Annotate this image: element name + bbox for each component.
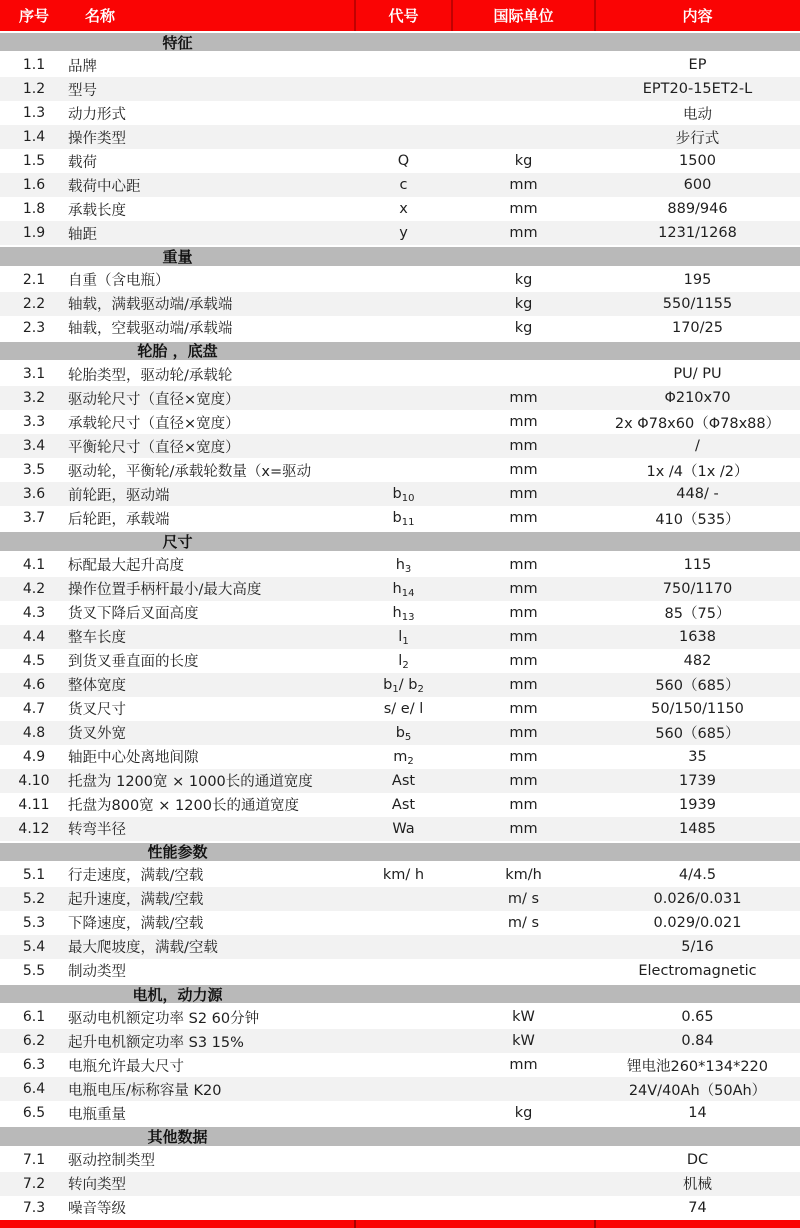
cell-value: 170/25	[671, 319, 723, 336]
cell-value: DC	[686, 1151, 709, 1168]
table-row	[0, 1005, 800, 1029]
section-title: 特征	[162, 33, 193, 52]
cell-no: 2.1	[22, 271, 46, 288]
cell-name: 电瓶允许最大尺寸	[68, 1058, 184, 1075]
cell-unit: mm	[509, 462, 538, 479]
section-header-bar	[0, 247, 800, 265]
cell-unit: km/h	[505, 866, 542, 883]
footer-column-divider	[594, 1220, 596, 1228]
table-row	[0, 173, 800, 197]
cell-no: 7.2	[22, 1175, 46, 1192]
cell-value: 24V/40Ah（50Ah）	[628, 1082, 767, 1099]
table-row	[0, 434, 800, 458]
section-title: 重量	[162, 248, 193, 267]
table-row	[0, 721, 800, 745]
cell-name: 后轮距，承载端	[68, 511, 170, 528]
cell-name: 轴距	[68, 226, 97, 243]
cell-no: 1.9	[22, 225, 46, 242]
table-row	[0, 769, 800, 793]
section-title: 性能参数	[147, 843, 208, 862]
cell-name: 货叉尺寸	[68, 702, 126, 719]
cell-no: 5.3	[22, 914, 46, 931]
cell-unit: kg	[514, 295, 533, 312]
cell-name: 轴距中心处离地间隙	[68, 750, 199, 767]
cell-unit: mm	[509, 604, 538, 621]
col-header-name: 名称	[85, 7, 116, 25]
cell-symbol: Wa	[392, 820, 415, 837]
cell-no: 4.3	[22, 604, 46, 621]
cell-no: 6.3	[22, 1057, 46, 1074]
cell-value: 0.029/0.021	[653, 914, 742, 931]
cell-value: 889/946	[667, 201, 728, 218]
cell-value: 1638	[679, 628, 716, 645]
cell-value: 550/1155	[662, 295, 733, 312]
table-header-row	[0, 0, 800, 31]
cell-unit: kg	[514, 271, 533, 288]
cell-no: 5.2	[22, 890, 46, 907]
table-row	[0, 601, 800, 625]
col-header-symbol: 代号	[388, 7, 419, 25]
section-header-bar	[0, 33, 800, 51]
section-header-bar	[0, 843, 800, 861]
footer-column-divider	[354, 1220, 356, 1228]
col-header-value: 内容	[682, 7, 713, 25]
cell-name: 前轮距，驱动端	[68, 487, 170, 504]
cell-value: 410（535）	[655, 511, 740, 528]
cell-unit: mm	[509, 700, 538, 717]
table-row	[0, 125, 800, 149]
cell-unit: mm	[509, 724, 538, 741]
cell-name: 下降速度，满载/空载	[68, 916, 204, 933]
cell-name: 转弯半径	[68, 822, 126, 839]
cell-value: EPT20-15ET2-L	[642, 81, 753, 98]
table-row	[0, 697, 800, 721]
cell-name: 动力形式	[68, 106, 126, 123]
section-header-bar	[0, 532, 800, 550]
table-row	[0, 625, 800, 649]
cell-unit: mm	[509, 628, 538, 645]
cell-value: EP	[688, 57, 707, 74]
header-column-divider	[451, 0, 453, 31]
cell-name: 载荷中心距	[68, 178, 141, 195]
section-header-bar	[0, 1127, 800, 1145]
col-header-unit: 国际单位	[493, 7, 554, 25]
cell-no: 7.1	[22, 1151, 46, 1168]
table-row	[0, 506, 800, 530]
cell-value: 1739	[679, 772, 716, 789]
section-header-bar	[0, 342, 800, 360]
cell-symbol: $h_{14}$	[392, 580, 415, 599]
footer-bar	[0, 1220, 800, 1228]
cell-no: 2.3	[22, 319, 46, 336]
section-title: 轮胎 ，底盘	[137, 342, 218, 361]
cell-symbol: s/ e/ l	[383, 700, 424, 717]
cell-name: 自重（含电瓶）	[68, 273, 170, 290]
cell-name: 最大爬坡度，满载/空载	[68, 940, 218, 957]
cell-value: 锂电池260*134*220	[626, 1058, 769, 1075]
cell-unit: mm	[509, 486, 538, 503]
cell-no: 4.11	[18, 796, 50, 813]
cell-name: 轴载，满载驱动端/承载端	[68, 297, 233, 314]
cell-value: 4/4.5	[678, 866, 717, 883]
cell-no: 5.1	[22, 866, 46, 883]
cell-symbol: Q	[397, 153, 410, 170]
cell-value: 35	[688, 748, 707, 765]
cell-name: 品牌	[68, 58, 97, 75]
cell-name: 行走速度，满载/空载	[68, 868, 204, 885]
cell-unit: mm	[509, 225, 538, 242]
cell-unit: kW	[512, 1009, 535, 1026]
cell-no: 6.5	[22, 1105, 46, 1122]
cell-value: 2x Φ78x60（Φ78x88）	[614, 415, 781, 432]
cell-name: 起升速度，满载/空载	[68, 892, 204, 909]
section-title: 电机，动力源	[132, 985, 223, 1004]
table-row	[0, 577, 800, 601]
cell-name: 货叉下降后叉面高度	[68, 606, 199, 623]
cell-name: 货叉外宽	[68, 726, 126, 743]
cell-no: 4.6	[22, 676, 46, 693]
table-row	[0, 673, 800, 697]
cell-name: 制动类型	[68, 964, 126, 981]
cell-value: Electromagnetic	[638, 962, 757, 979]
cell-name: 转向类型	[68, 1177, 126, 1194]
cell-symbol: Ast	[391, 796, 416, 813]
cell-name: 驱动轮尺寸（直径×宽度）	[68, 391, 240, 408]
cell-symbol: $l_1$	[398, 628, 409, 647]
cell-name: 操作类型	[68, 130, 126, 147]
cell-name: 轴载，空载驱动端/承载端	[68, 321, 233, 338]
cell-symbol: c	[399, 177, 408, 194]
table-row	[0, 1172, 800, 1196]
cell-value: 0.84	[681, 1033, 714, 1050]
cell-no: 1.8	[22, 201, 46, 218]
table-row	[0, 911, 800, 935]
cell-symbol: $b_5$	[395, 724, 412, 743]
table-row	[0, 316, 800, 340]
table-row	[0, 553, 800, 577]
cell-unit: mm	[509, 201, 538, 218]
table-row	[0, 221, 800, 245]
cell-value: 482	[683, 652, 712, 669]
cell-no: 1.3	[22, 105, 46, 122]
table-row	[0, 386, 800, 410]
cell-value: PU/ PU	[673, 366, 722, 383]
table-row	[0, 1077, 800, 1101]
cell-value: 195	[683, 271, 712, 288]
cell-no: 4.7	[22, 700, 46, 717]
cell-unit: kW	[512, 1033, 535, 1050]
cell-unit: mm	[509, 177, 538, 194]
cell-name: 标配最大起升高度	[68, 558, 184, 575]
cell-value: 机械	[683, 1177, 712, 1194]
table-row	[0, 268, 800, 292]
table-row	[0, 817, 800, 841]
cell-symbol: $m_2$	[393, 748, 414, 767]
cell-unit: mm	[509, 1057, 538, 1074]
cell-value: 1500	[679, 153, 716, 170]
cell-symbol: Ast	[391, 772, 416, 789]
cell-name: 驱动电机额定功率 S2 60分钟	[68, 1010, 260, 1027]
cell-no: 3.1	[22, 366, 46, 383]
cell-name: 驱动控制类型	[68, 1153, 155, 1170]
cell-name: 托盘为800宽 × 1200长的通道宽度	[68, 798, 299, 815]
cell-name: 整体宽度	[68, 678, 126, 695]
cell-value: 600	[683, 177, 712, 194]
cell-value: 0.026/0.031	[653, 890, 742, 907]
section-header	[0, 245, 800, 267]
table-row	[0, 410, 800, 434]
cell-unit: mm	[509, 676, 538, 693]
cell-value: 560（685）	[655, 726, 740, 743]
cell-no: 4.1	[22, 556, 46, 573]
table-row	[0, 935, 800, 959]
cell-value: 115	[683, 556, 712, 573]
table-row	[0, 793, 800, 817]
table-row	[0, 959, 800, 983]
cell-unit: mm	[509, 510, 538, 527]
cell-symbol: $h_{13}$	[392, 604, 415, 623]
cell-unit: mm	[509, 414, 538, 431]
cell-unit: mm	[509, 556, 538, 573]
cell-value: 1939	[679, 796, 716, 813]
table-row	[0, 887, 800, 911]
cell-name: 轮胎类型，驱动轮/承载轮	[68, 367, 233, 384]
cell-no: 6.4	[22, 1081, 46, 1098]
cell-unit: m/ s	[507, 890, 540, 907]
cell-symbol: y	[399, 225, 408, 242]
table-row	[0, 292, 800, 316]
cell-unit: kg	[514, 1105, 533, 1122]
cell-unit: mm	[509, 772, 538, 789]
cell-unit: kg	[514, 153, 533, 170]
cell-no: 1.1	[22, 57, 46, 74]
table-row	[0, 863, 800, 887]
cell-name: 电瓶电压/标称容量 K20	[68, 1082, 222, 1099]
cell-no: 6.1	[22, 1009, 46, 1026]
table-row	[0, 77, 800, 101]
cell-value: 85（75）	[664, 606, 731, 623]
table-row	[0, 458, 800, 482]
cell-no: 1.6	[22, 177, 46, 194]
cell-value: 448/ -	[676, 486, 719, 503]
table-row	[0, 1196, 800, 1220]
table-row	[0, 362, 800, 386]
cell-name: 平衡轮尺寸（直径×宽度）	[68, 439, 240, 456]
section-header	[0, 983, 800, 1005]
cell-unit: mm	[509, 652, 538, 669]
cell-unit: mm	[509, 748, 538, 765]
table-row	[0, 1029, 800, 1053]
table-row	[0, 1101, 800, 1125]
header-column-divider	[354, 0, 356, 31]
cell-no: 6.2	[22, 1033, 46, 1050]
cell-value: 14	[688, 1105, 707, 1122]
cell-no: 4.5	[22, 652, 46, 669]
col-header-no: 序号	[18, 7, 49, 25]
cell-no: 5.4	[22, 938, 46, 955]
cell-value: 0.65	[681, 1009, 714, 1026]
cell-no: 3.6	[22, 486, 46, 503]
cell-name: 整车长度	[68, 630, 126, 647]
section-header	[0, 1125, 800, 1147]
section-header	[0, 31, 800, 53]
cell-no: 5.5	[22, 962, 46, 979]
header-column-divider	[594, 0, 596, 31]
cell-symbol: km/ h	[382, 866, 425, 883]
cell-symbol: $l_2$	[398, 652, 409, 671]
table-row	[0, 1053, 800, 1077]
cell-value: 74	[688, 1199, 707, 1216]
table-row	[0, 482, 800, 506]
cell-symbol: x	[399, 201, 408, 218]
cell-unit: mm	[509, 580, 538, 597]
cell-symbol: $b_1/$ $b_2$	[383, 676, 424, 695]
cell-name: 起升电机额定功率 S3 15%	[68, 1034, 244, 1051]
cell-name: 操作位置手柄杆最小/最大高度	[68, 582, 262, 599]
cell-value: /	[695, 438, 700, 455]
section-title: 其他数据	[147, 1128, 208, 1147]
cell-unit: kg	[514, 319, 533, 336]
section-header-bar	[0, 985, 800, 1003]
table-row	[0, 649, 800, 673]
cell-no: 4.2	[22, 580, 46, 597]
cell-no: 3.4	[22, 438, 46, 455]
section-header	[0, 530, 800, 552]
cell-name: 电瓶重量	[68, 1106, 126, 1123]
cell-value: 1231/1268	[658, 225, 737, 242]
table-row	[0, 197, 800, 221]
cell-no: 4.4	[22, 628, 46, 645]
cell-name: 承载轮尺寸（直径×宽度）	[68, 415, 240, 432]
cell-value: 步行式	[675, 130, 720, 147]
cell-value: 50/150/1150	[651, 700, 744, 717]
section-header	[0, 340, 800, 362]
cell-no: 1.4	[22, 129, 46, 146]
cell-unit: mm	[509, 390, 538, 407]
table-row	[0, 745, 800, 769]
cell-name: 噪音等级	[68, 1201, 126, 1218]
section-title: 尺寸	[162, 532, 193, 551]
cell-no: 4.9	[22, 748, 46, 765]
table-row	[0, 53, 800, 77]
cell-unit: m/ s	[507, 914, 540, 931]
cell-no: 1.5	[22, 153, 46, 170]
cell-unit: mm	[509, 438, 538, 455]
cell-value: Φ210x70	[664, 390, 731, 407]
cell-symbol: $b_{10}$	[392, 486, 415, 505]
cell-no: 3.3	[22, 414, 46, 431]
cell-value: 560（685）	[655, 678, 740, 695]
cell-name: 到货叉垂直面的长度	[68, 654, 199, 671]
cell-no: 1.2	[22, 81, 46, 98]
cell-no: 3.7	[22, 510, 46, 527]
cell-unit: mm	[509, 796, 538, 813]
table-row	[0, 1148, 800, 1172]
cell-no: 4.10	[18, 772, 50, 789]
cell-value: 5/16	[681, 938, 714, 955]
cell-no: 3.2	[22, 390, 46, 407]
cell-no: 4.12	[18, 820, 50, 837]
cell-unit: mm	[509, 820, 538, 837]
cell-name: 载荷	[68, 154, 97, 171]
cell-symbol: $h_3$	[395, 556, 412, 575]
cell-value: 750/1170	[662, 580, 733, 597]
cell-no: 7.3	[22, 1199, 46, 1216]
cell-name: 型号	[68, 82, 97, 99]
section-header	[0, 841, 800, 863]
cell-no: 3.5	[22, 462, 46, 479]
cell-value: 1x /4（1x /2）	[646, 463, 749, 480]
table-row	[0, 149, 800, 173]
cell-value: 1485	[679, 820, 716, 837]
cell-no: 4.8	[22, 724, 46, 741]
cell-no: 2.2	[22, 295, 46, 312]
cell-name: 托盘为 1200宽 × 1000长的通道宽度	[68, 774, 313, 791]
cell-name: 承载长度	[68, 202, 126, 219]
table-row	[0, 101, 800, 125]
cell-value: 电动	[683, 106, 712, 123]
cell-symbol: $b_{11}$	[392, 510, 415, 529]
cell-name: 驱动轮，平衡轮/承载轮数量（x=驱动	[68, 463, 312, 480]
table-body	[0, 31, 800, 1220]
